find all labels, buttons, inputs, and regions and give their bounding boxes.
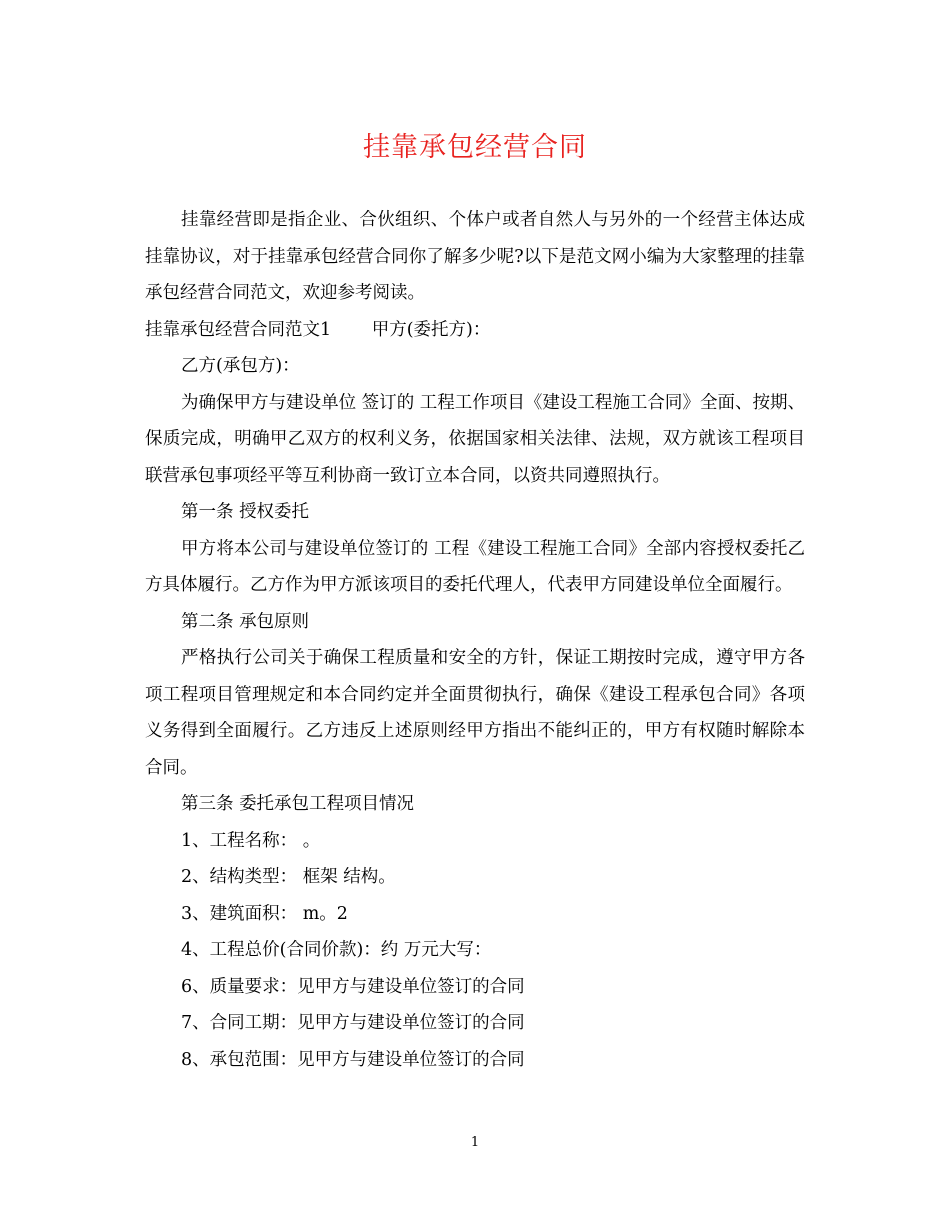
page-number: 1 <box>470 1135 480 1150</box>
intro-paragraph: 挂靠经营即是指企业、合伙组织、个体户或者自然人与另外的一个经营主体达成挂靠协议，对于挂靠承包经营合同你了解多少呢?以下是范文网小编为大家整理的挂靠承包经营合同范文，欢迎参考阅读。 <box>145 210 805 303</box>
project-item: 2、结构类型： 框架 结构。 <box>181 867 396 887</box>
article-2-paragraph: 严格执行公司关于确保工程质量和安全的方针，保证工期按时完成，遵守甲方各项工程项目管理规定和本合同约定并全面贯彻执行，确保《建设工程承包合同》各项义务得到全面履行。乙方违反上述原则经甲方指出不能纠正的，甲方有权随时解除本合同。 <box>145 648 805 778</box>
contract-heading-line: 挂靠承包经营合同范文1 甲方(委托方)： <box>145 319 491 340</box>
article-3-heading: 第三条 委托承包工程项目情况 <box>181 794 415 814</box>
preamble-paragraph: 为确保甲方与建设单位 签订的 工程工作项目《建设工程施工合同》全面、按期、保质完成，明确甲乙双方的权利义务，依据国家相关法律、法规，双方就该工程项目联营承包事项经平等互利协商一致订立本合同，以资共同遵照执行。 <box>145 392 805 486</box>
article-2-heading: 第二条 承包原则 <box>181 611 310 632</box>
project-item: 3、建筑面积： m。2 <box>181 903 348 924</box>
document-title: 挂靠承包经营合同 <box>363 132 587 163</box>
article-1-paragraph: 甲方将本公司与建设单位签订的 工程《建设工程施工合同》全部内容授权委托乙方具体履行。乙方作为甲方派该项目的委托代理人，代表甲方同建设单位全面履行。 <box>145 538 805 595</box>
party-b-line: 乙方(承包方)： <box>181 356 300 376</box>
project-item: 1、工程名称： 。 <box>181 830 321 851</box>
project-item: 8、承包范围：见甲方与建设单位签订的合同 <box>181 1049 525 1070</box>
project-item: 6、质量要求：见甲方与建设单位签订的合同 <box>181 976 525 997</box>
article-1-heading: 第一条 授权委托 <box>181 502 310 522</box>
project-item: 4、工程总价(合同价款)：约 万元大写： <box>181 940 492 960</box>
project-item: 7、合同工期：见甲方与建设单位签订的合同 <box>181 1013 525 1033</box>
document-body <box>145 202 805 1078</box>
